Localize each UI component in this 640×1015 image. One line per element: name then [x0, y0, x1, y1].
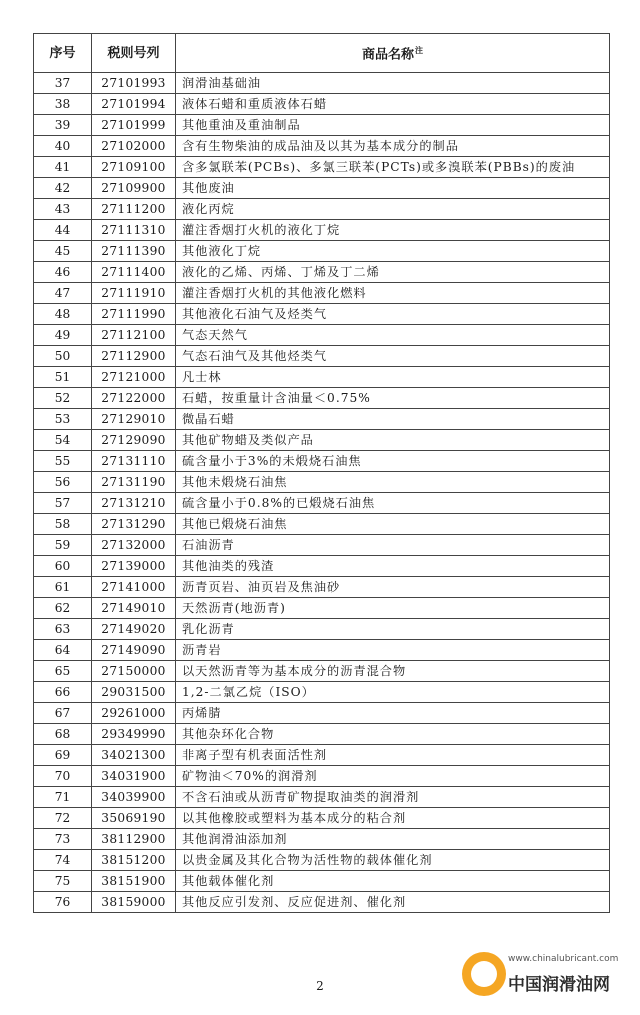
tariff-code-cell: 27111200: [92, 199, 176, 220]
table-row: [34, 619, 610, 640]
serial-no-cell: 46: [34, 262, 92, 283]
commodity-name-cell: 润滑油基础油: [176, 73, 610, 94]
table-row: [34, 409, 610, 430]
table-body: [34, 73, 610, 913]
commodity-name-cell: 天然沥青(地沥青): [176, 598, 610, 619]
tariff-code-cell: 27129090: [92, 430, 176, 451]
table-row: [34, 157, 610, 178]
table-row: [34, 850, 610, 871]
commodity-name-cell: 液化丙烷: [176, 199, 610, 220]
serial-no-cell: 57: [34, 493, 92, 514]
serial-no-cell: 38: [34, 94, 92, 115]
tariff-code-cell: 27101994: [92, 94, 176, 115]
tariff-code-cell: 38112900: [92, 829, 176, 850]
serial-no-cell: 66: [34, 682, 92, 703]
header-tariff-code: 税则号列: [92, 34, 176, 73]
serial-no-cell: 71: [34, 787, 92, 808]
table-row: [34, 577, 610, 598]
tariff-code-cell: 34039900: [92, 787, 176, 808]
serial-no-cell: 54: [34, 430, 92, 451]
table-row: [34, 115, 610, 136]
serial-no-cell: 42: [34, 178, 92, 199]
commodity-name-cell: 沥青岩: [176, 640, 610, 661]
tariff-code-cell: 27131290: [92, 514, 176, 535]
table-row: [34, 283, 610, 304]
serial-no-cell: 68: [34, 724, 92, 745]
table-row: [34, 745, 610, 766]
table-row: [34, 598, 610, 619]
table-row: [34, 724, 610, 745]
commodity-name-cell: 以天然沥青等为基本成分的沥青混合物: [176, 661, 610, 682]
tariff-code-cell: 27131210: [92, 493, 176, 514]
serial-no-cell: 41: [34, 157, 92, 178]
tariff-code-cell: 27112100: [92, 325, 176, 346]
serial-no-cell: 59: [34, 535, 92, 556]
watermark-url: www.chinalubricant.com: [508, 954, 619, 964]
commodity-name-cell: 含多氯联苯(PCBs)、多氯三联苯(PCTs)或多溴联苯(PBBs)的废油: [176, 157, 610, 178]
header-note-mark: 注: [415, 46, 423, 56]
table-row: [34, 493, 610, 514]
commodity-name-cell: 其他载体催化剂: [176, 871, 610, 892]
table-row: [34, 220, 610, 241]
commodity-name-cell: 灌注香烟打火机的其他液化燃料: [176, 283, 610, 304]
table-row: [34, 682, 610, 703]
commodity-table: [33, 33, 610, 913]
tariff-code-cell: 27111400: [92, 262, 176, 283]
tariff-code-cell: 27150000: [92, 661, 176, 682]
tariff-code-cell: 27149020: [92, 619, 176, 640]
serial-no-cell: 52: [34, 388, 92, 409]
tariff-code-cell: 27101993: [92, 73, 176, 94]
commodity-name-cell: 其他未煅烧石油焦: [176, 472, 610, 493]
table-row: [34, 304, 610, 325]
tariff-code-cell: 27149010: [92, 598, 176, 619]
table-row: [34, 325, 610, 346]
logo-circle-icon: [462, 952, 506, 996]
watermark-logo: [460, 950, 630, 1008]
header-commodity-name-text: 商品名称: [361, 47, 414, 63]
serial-no-cell: 44: [34, 220, 92, 241]
table-row: [34, 703, 610, 724]
serial-no-cell: 49: [34, 325, 92, 346]
table-row: [34, 514, 610, 535]
commodity-name-cell: 硫含量小于0.8%的已煅烧石油焦: [176, 493, 610, 514]
serial-no-cell: 51: [34, 367, 92, 388]
commodity-name-cell: 其他已煅烧石油焦: [176, 514, 610, 535]
table-row: [34, 178, 610, 199]
tariff-code-cell: 38151200: [92, 850, 176, 871]
commodity-name-cell: 灌注香烟打火机的液化丁烷: [176, 220, 610, 241]
serial-no-cell: 50: [34, 346, 92, 367]
table-row: [34, 136, 610, 157]
commodity-name-cell: 其他反应引发剂、反应促进剂、催化剂: [176, 892, 610, 913]
commodity-name-cell: 非离子型有机表面活性剂: [176, 745, 610, 766]
table-row: [34, 451, 610, 472]
commodity-name-cell: 其他油类的残渣: [176, 556, 610, 577]
tariff-code-cell: 35069190: [92, 808, 176, 829]
tariff-code-cell: 29349990: [92, 724, 176, 745]
tariff-code-cell: 27132000: [92, 535, 176, 556]
commodity-name-cell: 其他液化丁烷: [176, 241, 610, 262]
serial-no-cell: 63: [34, 619, 92, 640]
table-row: [34, 787, 610, 808]
table-row: [34, 262, 610, 283]
table-row: [34, 871, 610, 892]
serial-no-cell: 69: [34, 745, 92, 766]
serial-no-cell: 75: [34, 871, 92, 892]
table-row: [34, 640, 610, 661]
serial-no-cell: 73: [34, 829, 92, 850]
serial-no-cell: 70: [34, 766, 92, 787]
serial-no-cell: 60: [34, 556, 92, 577]
commodity-name-cell: 乳化沥青: [176, 619, 610, 640]
tariff-code-cell: 27122000: [92, 388, 176, 409]
serial-no-cell: 61: [34, 577, 92, 598]
tariff-code-cell: 27131110: [92, 451, 176, 472]
tariff-code-cell: 34031900: [92, 766, 176, 787]
serial-no-cell: 55: [34, 451, 92, 472]
table-row: [34, 73, 610, 94]
serial-no-cell: 64: [34, 640, 92, 661]
commodity-name-cell: 矿物油＜70%的润滑剂: [176, 766, 610, 787]
tariff-code-cell: 27139000: [92, 556, 176, 577]
serial-no-cell: 62: [34, 598, 92, 619]
commodity-name-cell: 液体石蜡和重质液体石蜡: [176, 94, 610, 115]
header-serial-no: 序号: [34, 34, 92, 73]
table-row: [34, 892, 610, 913]
tariff-code-cell: 29031500: [92, 682, 176, 703]
commodity-name-cell: 凡士林: [176, 367, 610, 388]
commodity-name-cell: 气态天然气: [176, 325, 610, 346]
commodity-name-cell: 其他矿物蜡及类似产品: [176, 430, 610, 451]
table-row: [34, 472, 610, 493]
serial-no-cell: 48: [34, 304, 92, 325]
commodity-name-cell: 其他废油: [176, 178, 610, 199]
serial-no-cell: 67: [34, 703, 92, 724]
serial-no-cell: 37: [34, 73, 92, 94]
commodity-name-cell: 其他杂环化合物: [176, 724, 610, 745]
tariff-code-cell: 27101999: [92, 115, 176, 136]
commodity-name-cell: 液化的乙烯、丙烯、丁烯及丁二烯: [176, 262, 610, 283]
serial-no-cell: 47: [34, 283, 92, 304]
commodity-name-cell: 以贵金属及其化合物为活性物的载体催化剂: [176, 850, 610, 871]
table-row: [34, 241, 610, 262]
serial-no-cell: 53: [34, 409, 92, 430]
table-row: [34, 94, 610, 115]
serial-no-cell: 56: [34, 472, 92, 493]
tariff-code-cell: 29261000: [92, 703, 176, 724]
serial-no-cell: 76: [34, 892, 92, 913]
table-row: [34, 661, 610, 682]
commodity-name-cell: 不含石油或从沥青矿物提取油类的润滑剂: [176, 787, 610, 808]
tariff-code-cell: 27129010: [92, 409, 176, 430]
tariff-code-cell: 27131190: [92, 472, 176, 493]
tariff-code-cell: 38159000: [92, 892, 176, 913]
tariff-code-cell: 27111390: [92, 241, 176, 262]
tariff-code-cell: 34021300: [92, 745, 176, 766]
commodity-name-cell: 其他重油及重油制品: [176, 115, 610, 136]
tariff-code-cell: 27149090: [92, 640, 176, 661]
commodity-name-cell: 丙烯腈: [176, 703, 610, 724]
tariff-code-cell: 27112900: [92, 346, 176, 367]
tariff-code-cell: 27102000: [92, 136, 176, 157]
serial-no-cell: 72: [34, 808, 92, 829]
serial-no-cell: 45: [34, 241, 92, 262]
commodity-name-cell: 气态石油气及其他烃类气: [176, 346, 610, 367]
tariff-code-cell: 27109900: [92, 178, 176, 199]
table-row: [34, 388, 610, 409]
serial-no-cell: 39: [34, 115, 92, 136]
tariff-code-cell: 27121000: [92, 367, 176, 388]
tariff-code-cell: 27111310: [92, 220, 176, 241]
table-header-row: [34, 34, 610, 73]
commodity-name-cell: 以其他橡胶或塑料为基本成分的粘合剂: [176, 808, 610, 829]
table-row: [34, 808, 610, 829]
tariff-code-cell: 38151900: [92, 871, 176, 892]
serial-no-cell: 58: [34, 514, 92, 535]
table-row: [34, 829, 610, 850]
page-number: 2: [316, 979, 324, 993]
table-row: [34, 535, 610, 556]
commodity-name-cell: 其他液化石油气及烃类气: [176, 304, 610, 325]
commodity-name-cell: 微晶石蜡: [176, 409, 610, 430]
serial-no-cell: 43: [34, 199, 92, 220]
commodity-name-cell: 石蜡，按重量计含油量＜0.75%: [176, 388, 610, 409]
tariff-code-cell: 27109100: [92, 157, 176, 178]
tariff-code-cell: 27141000: [92, 577, 176, 598]
table-row: [34, 367, 610, 388]
commodity-name-cell: 含有生物柴油的成品油及以其为基本成分的制品: [176, 136, 610, 157]
tariff-code-cell: 27111990: [92, 304, 176, 325]
table-row: [34, 199, 610, 220]
serial-no-cell: 65: [34, 661, 92, 682]
serial-no-cell: 40: [34, 136, 92, 157]
table-row: [34, 430, 610, 451]
commodity-name-cell: 石油沥青: [176, 535, 610, 556]
header-commodity-name: [176, 34, 610, 73]
tariff-code-cell: 27111910: [92, 283, 176, 304]
table-row: [34, 766, 610, 787]
commodity-name-cell: 1,2-二氯乙烷（ISO）: [176, 682, 610, 703]
table-row: [34, 556, 610, 577]
commodity-name-cell: 硫含量小于3%的未煅烧石油焦: [176, 451, 610, 472]
serial-no-cell: 74: [34, 850, 92, 871]
table-row: [34, 346, 610, 367]
commodity-name-cell: 沥青页岩、油页岩及焦油砂: [176, 577, 610, 598]
commodity-name-cell: 其他润滑油添加剂: [176, 829, 610, 850]
watermark-site-name: 中国润滑油网: [508, 975, 610, 995]
